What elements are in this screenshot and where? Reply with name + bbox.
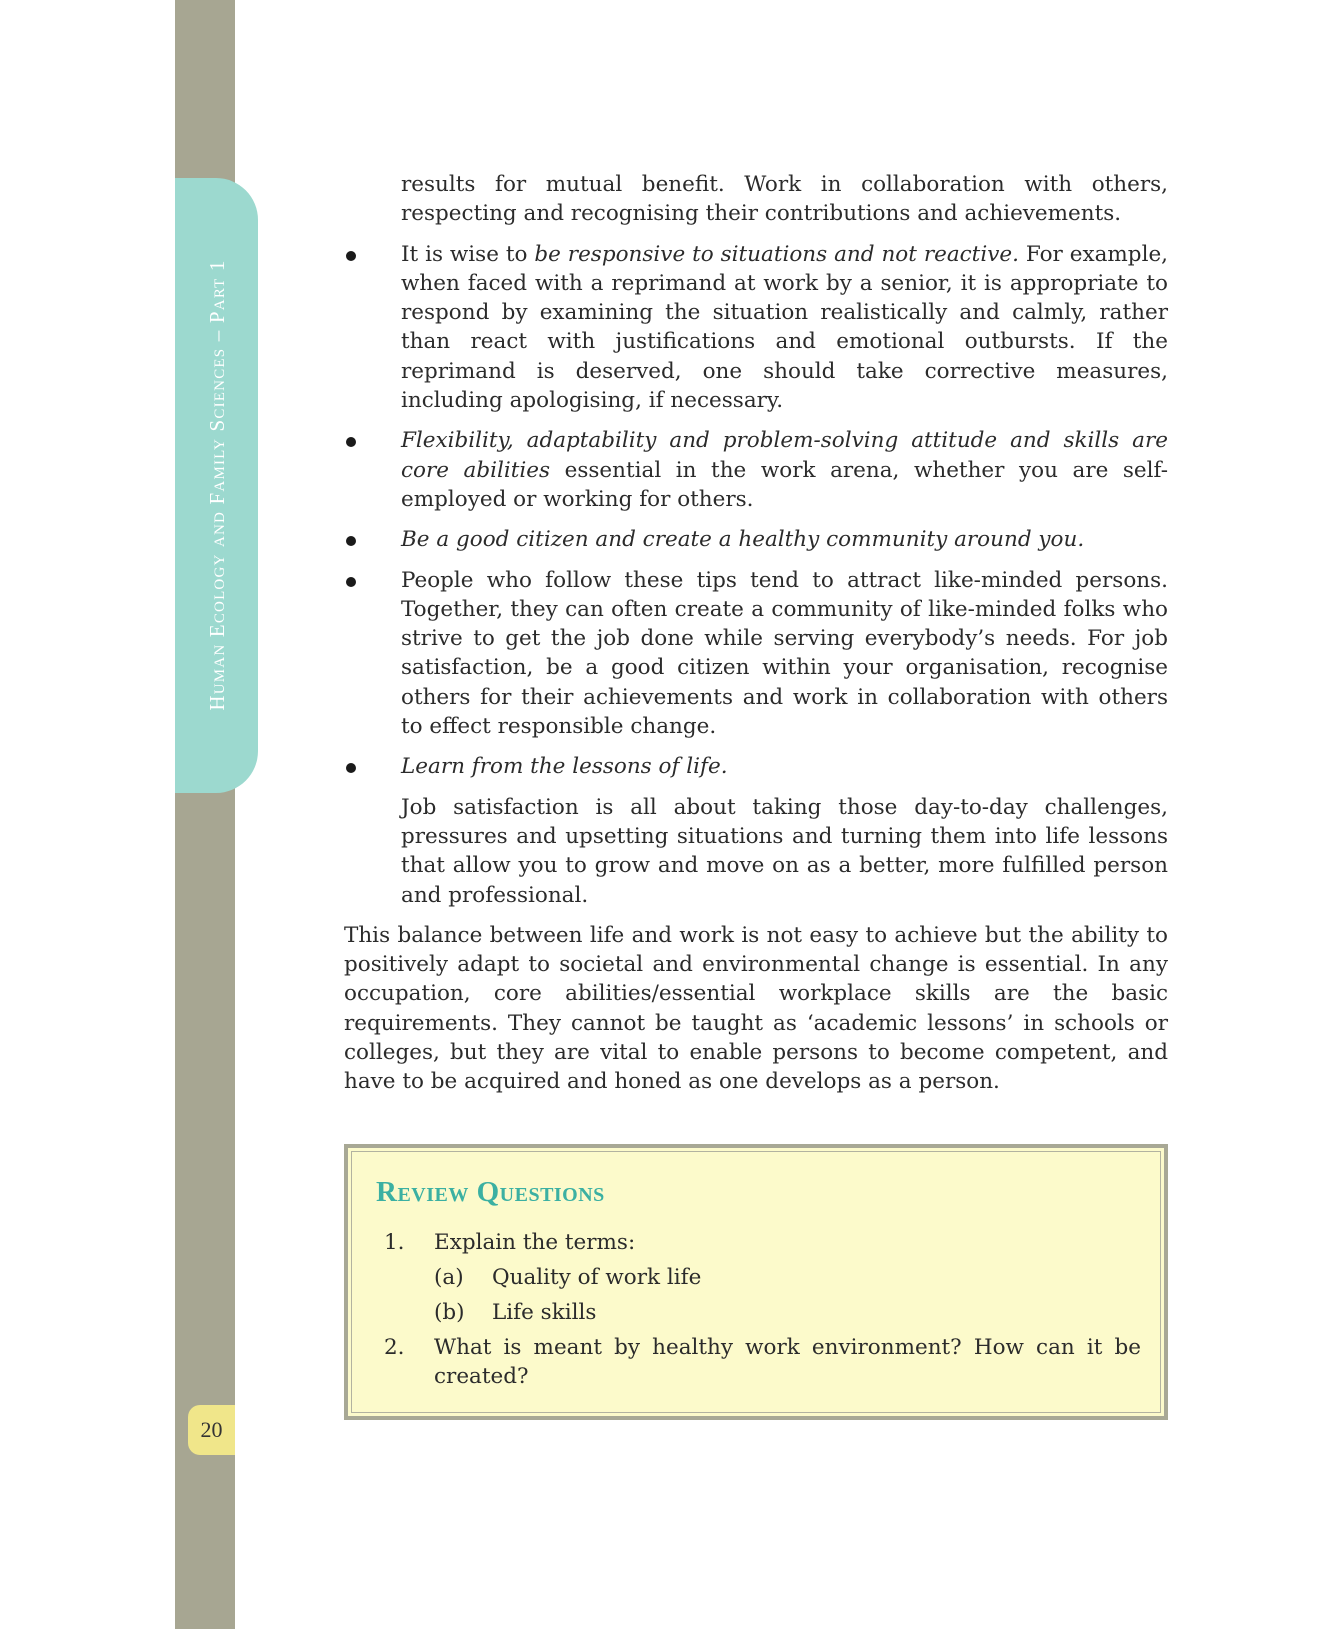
question-list xyxy=(376,1228,1141,1397)
bullet-lead: People who follow these tips tend to attract like-minded persons. Together, they can often create a community of like-minded folks who strive to get the job done while serving everybody’s needs. For job satisfaction, be a good citizen within your organisation, recognise others for their achievements and work in collaboration with others to effect responsible change. xyxy=(401,567,1168,740)
review-questions-box xyxy=(344,1144,1168,1420)
sub-question-label: (a) xyxy=(434,1265,464,1290)
bullet-item xyxy=(344,752,1168,781)
page-number: 20 xyxy=(188,1405,235,1455)
bullet-item xyxy=(344,240,1168,416)
sub-question xyxy=(434,1263,1141,1292)
bullet-dot-icon xyxy=(346,577,356,587)
follow-paragraph: Job satisfaction is all about taking those day-to-day challenges, pressures and upsetting situations and turning them into life lessons that allow you to grow and move on as a better, more fulfilled person and professional. xyxy=(401,794,1168,908)
main-content xyxy=(344,170,1168,1097)
bullet-italic: Learn from the lessons of life. xyxy=(401,754,728,780)
bullet-dot-icon xyxy=(346,251,356,261)
question-item xyxy=(376,1333,1141,1391)
question-item xyxy=(376,1228,1141,1327)
bullet-dot-icon xyxy=(346,536,356,546)
bullet-rest: essential in the work arena, whether you are self-employed or working for others. xyxy=(401,457,1168,512)
bullet-item xyxy=(344,426,1168,514)
question-text: What is meant by healthy work environment? How can it be created? xyxy=(434,1335,1141,1389)
sub-question-label: (b) xyxy=(434,1300,465,1325)
question-number: 2. xyxy=(384,1335,405,1360)
bullet-rest: For example, when faced with a reprimand at work by a senior, it is appropriate to respond by examining the situation realistically and calmly, rather than react with justifications and emotional outbursts. If the reprimand is deserved, one should take corrective measures, including apologising, if necessary. xyxy=(401,241,1168,414)
bullet-item xyxy=(344,566,1168,742)
bullet-lead: It is wise to xyxy=(401,241,535,267)
sub-question-text: Quality of work life xyxy=(492,1265,702,1290)
bullet-dot-icon xyxy=(346,763,356,773)
question-text: Explain the terms: xyxy=(434,1230,636,1255)
sub-question-text: Life skills xyxy=(492,1300,597,1325)
bullet-item xyxy=(344,525,1168,554)
bullet-italic: Be a good citizen and create a healthy community around you. xyxy=(401,527,1085,553)
sub-question xyxy=(434,1298,1141,1327)
bullet-dot-icon xyxy=(346,437,356,447)
review-title: Review Questions xyxy=(376,1176,605,1208)
bullet-italic: be responsive to situations and not reactive. xyxy=(534,241,1019,267)
bullet-italic: Flexibility, adaptability and problem-solving attitude and skills are core abilities xyxy=(401,428,1168,483)
closing-paragraph: This balance between life and work is not easy to achieve but the ability to positively adapt to societal and environmental change is essential. In any occupation, core abilities/essential workplace skills are the basic requirements. They cannot be taught as ‘academic lessons’ in schools or colleges, but they are vital to enable persons to become competent, and have to be acquired and honed as one develops as a person. xyxy=(344,922,1168,1095)
continuation-paragraph: results for mutual benefit. Work in collaboration with others, respecting and recognising their contributions and achievements. xyxy=(401,172,1168,227)
running-title: Human Ecology and Family Sciences – Part 1 xyxy=(205,259,229,711)
question-number: 1. xyxy=(384,1230,405,1255)
